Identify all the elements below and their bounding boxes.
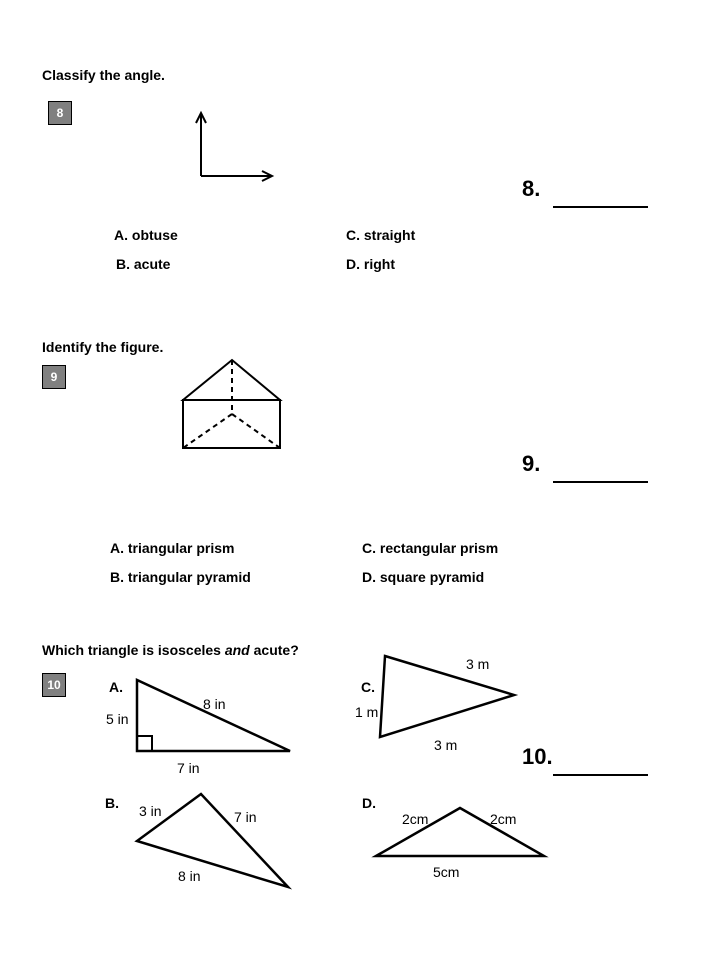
triangle-d-letter[interactable]: D. bbox=[362, 795, 376, 811]
q8-option-a[interactable]: A. obtuse bbox=[114, 227, 178, 243]
q9-option-d[interactable]: D. square pyramid bbox=[362, 569, 485, 585]
q8-option-b[interactable]: B. acute bbox=[116, 256, 171, 272]
triangle-c-side-top: 3 m bbox=[466, 656, 490, 672]
triangle-a-shape bbox=[137, 680, 290, 751]
q9-option-b[interactable]: B. triangular pyramid bbox=[110, 569, 251, 585]
triangle-a-side-left: 5 in bbox=[106, 711, 129, 727]
q9-option-c[interactable]: C. rectangular prism bbox=[362, 540, 499, 556]
q9-answer-blank[interactable] bbox=[553, 481, 648, 483]
triangle-c-shape bbox=[380, 656, 514, 737]
q8-instruction: Classify the angle. bbox=[42, 67, 165, 83]
triangle-d-side-right: 2cm bbox=[490, 811, 517, 827]
q9-option-a[interactable]: A. triangular prism bbox=[110, 540, 235, 556]
triangle-d-side-left: 2cm bbox=[402, 811, 429, 827]
triangle-a-letter[interactable]: A. bbox=[109, 679, 123, 695]
triangle-d-side-bottom: 5cm bbox=[433, 864, 460, 880]
q9-answer-label: 9. bbox=[522, 451, 541, 476]
triangle-c-side-bottom: 3 m bbox=[434, 737, 458, 753]
q8-angle-figure bbox=[196, 113, 272, 181]
q10-answer-label: 10. bbox=[522, 744, 553, 769]
triangle-b-letter[interactable]: B. bbox=[105, 795, 119, 811]
triangle-b-side-right: 7 in bbox=[234, 809, 257, 825]
q8-answer-label: 8. bbox=[522, 176, 541, 201]
triangle-a-side-hyp: 8 in bbox=[203, 696, 226, 712]
q8-option-c[interactable]: C. straight bbox=[346, 227, 416, 243]
triangle-c-side-left: 1 m bbox=[355, 704, 379, 720]
q9-instruction: Identify the figure. bbox=[42, 339, 164, 355]
q8-answer-blank[interactable] bbox=[553, 206, 648, 208]
q8-number-badge: 8 bbox=[48, 101, 72, 125]
triangle-a-side-bottom: 7 in bbox=[177, 760, 200, 776]
triangle-b-side-left: 3 in bbox=[139, 803, 162, 819]
q8-option-d[interactable]: D. right bbox=[346, 256, 395, 272]
q10-number-badge: 10 bbox=[42, 673, 66, 697]
triangle-c-letter[interactable]: C. bbox=[361, 679, 375, 695]
triangle-b-side-bottom: 8 in bbox=[178, 868, 201, 884]
q10-instruction: Which triangle is isosceles and acute? bbox=[42, 642, 299, 658]
q10-answer-blank[interactable] bbox=[553, 774, 648, 776]
q9-prism-figure bbox=[183, 360, 280, 448]
q9-number-badge: 9 bbox=[42, 365, 66, 389]
